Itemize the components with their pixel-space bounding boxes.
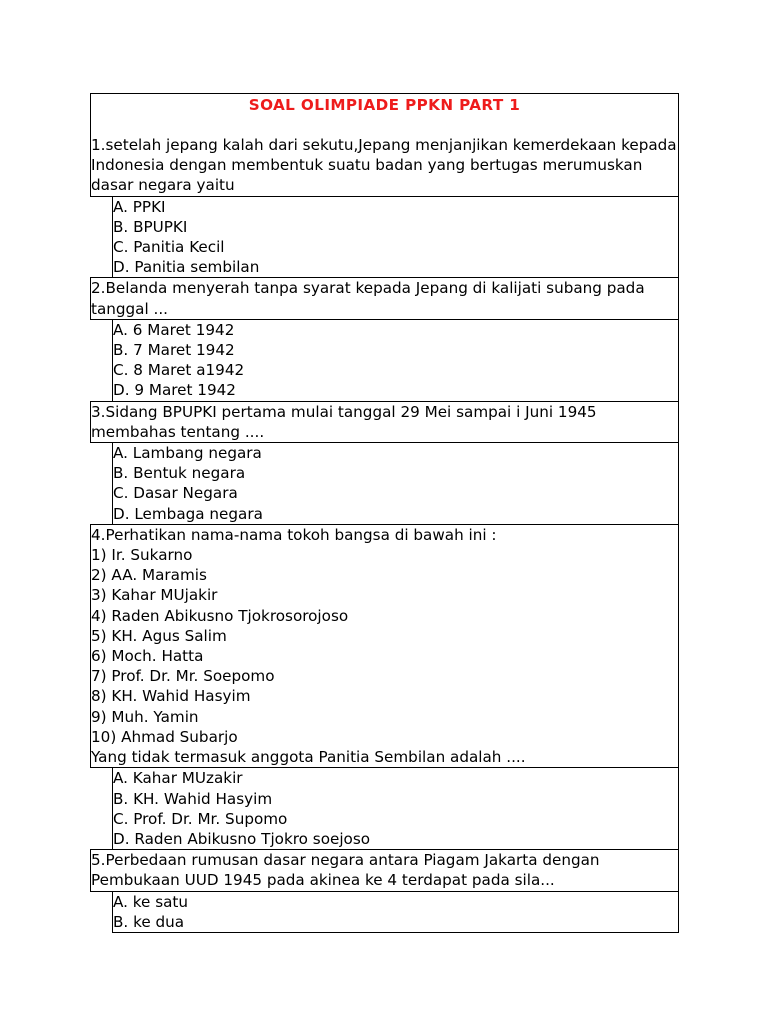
name-list-item: 9) Muh. Yamin — [91, 707, 199, 726]
name-list-item: 5) KH. Agus Salim — [91, 626, 227, 645]
question-line: Yang tidak termasuk anggota Panitia Sembilan adalah .... — [91, 748, 526, 767]
option-d: D. 9 Maret 1942 — [113, 381, 236, 400]
options-block-4 — [112, 767, 679, 850]
question-line: 1.setelah jepang kalah dari sekutu,Jepang menjanjikan kemerdekaan kepada — [91, 136, 677, 154]
question-line: Indonesia dengan membentuk suatu badan yang bertugas merumuskan — [91, 156, 643, 175]
question-line: membahas tentang .... — [91, 422, 265, 441]
option-a: A. ke satu — [113, 892, 189, 911]
option-c: C. 8 Maret a1942 — [113, 361, 245, 380]
name-list-item: 10) Ahmad Subarjo — [91, 727, 238, 746]
option-a: A. PPKI — [113, 197, 166, 216]
option-c: C. Panitia Kecil — [113, 238, 225, 257]
question-line: tanggal ... — [91, 299, 169, 318]
option-d: D. Raden Abikusno Tjokro soejoso — [113, 829, 371, 848]
option-a: A. Kahar MUzakir — [113, 769, 243, 788]
question-block-3 — [90, 401, 679, 443]
question-line: 2.Belanda menyerah tanpa syarat kepada Jepang di kalijati subang pada — [91, 279, 645, 298]
name-list-item: 4) Raden Abikusno Tjokrosorojoso — [91, 606, 349, 625]
option-a: A. Lambang negara — [113, 444, 262, 463]
question-block-5 — [90, 849, 679, 891]
option-c: C. Prof. Dr. Mr. Supomo — [113, 809, 288, 828]
question-line: 3.Sidang BPUPKI pertama mulai tanggal 29 Mei sampai i Juni 1945 — [91, 402, 597, 421]
question-block-1 — [90, 93, 679, 197]
title-spacer — [91, 115, 678, 135]
option-b: B. Bentuk negara — [113, 464, 246, 483]
options-block-2 — [112, 319, 679, 402]
question-block-2 — [90, 277, 679, 319]
name-list-item: 3) Kahar MUjakir — [91, 586, 218, 605]
options-block-5 — [112, 891, 679, 933]
options-block-3 — [112, 442, 679, 525]
option-a: A. 6 Maret 1942 — [113, 320, 235, 339]
name-list-item: 2) AA. Maramis — [91, 566, 207, 585]
question-line: 4.Perhatikan nama-nama tokoh bangsa di bawah ini : — [91, 525, 497, 544]
name-list-item: 6) Moch. Hatta — [91, 647, 204, 666]
option-d: D. Panitia sembilan — [113, 258, 260, 277]
document-table — [90, 93, 679, 933]
name-list-item: 1) Ir. Sukarno — [91, 546, 193, 565]
question-block-4 — [90, 524, 679, 768]
question-line: Pembukaan UUD 1945 pada akinea ke 4 terdapat pada sila... — [91, 871, 555, 890]
question-line: dasar negara yaitu — [91, 176, 235, 195]
page-title: SOAL OLIMPIADE PPKN PART 1 — [248, 96, 521, 114]
name-list-item: 7) Prof. Dr. Mr. Soepomo — [91, 667, 275, 686]
option-d: D. Lembaga negara — [113, 504, 263, 523]
option-b: B. ke dua — [113, 912, 185, 931]
option-c: C. Dasar Negara — [113, 484, 238, 503]
options-block-1 — [112, 196, 679, 279]
name-list-item: 8) KH. Wahid Hasyim — [91, 687, 251, 706]
option-b: B. 7 Maret 1942 — [113, 341, 235, 360]
question-line: 5.Perbedaan rumusan dasar negara antara Piagam Jakarta dengan — [91, 851, 600, 870]
option-b: B. BPUPKI — [113, 217, 188, 236]
option-b: B. KH. Wahid Hasyim — [113, 789, 273, 808]
